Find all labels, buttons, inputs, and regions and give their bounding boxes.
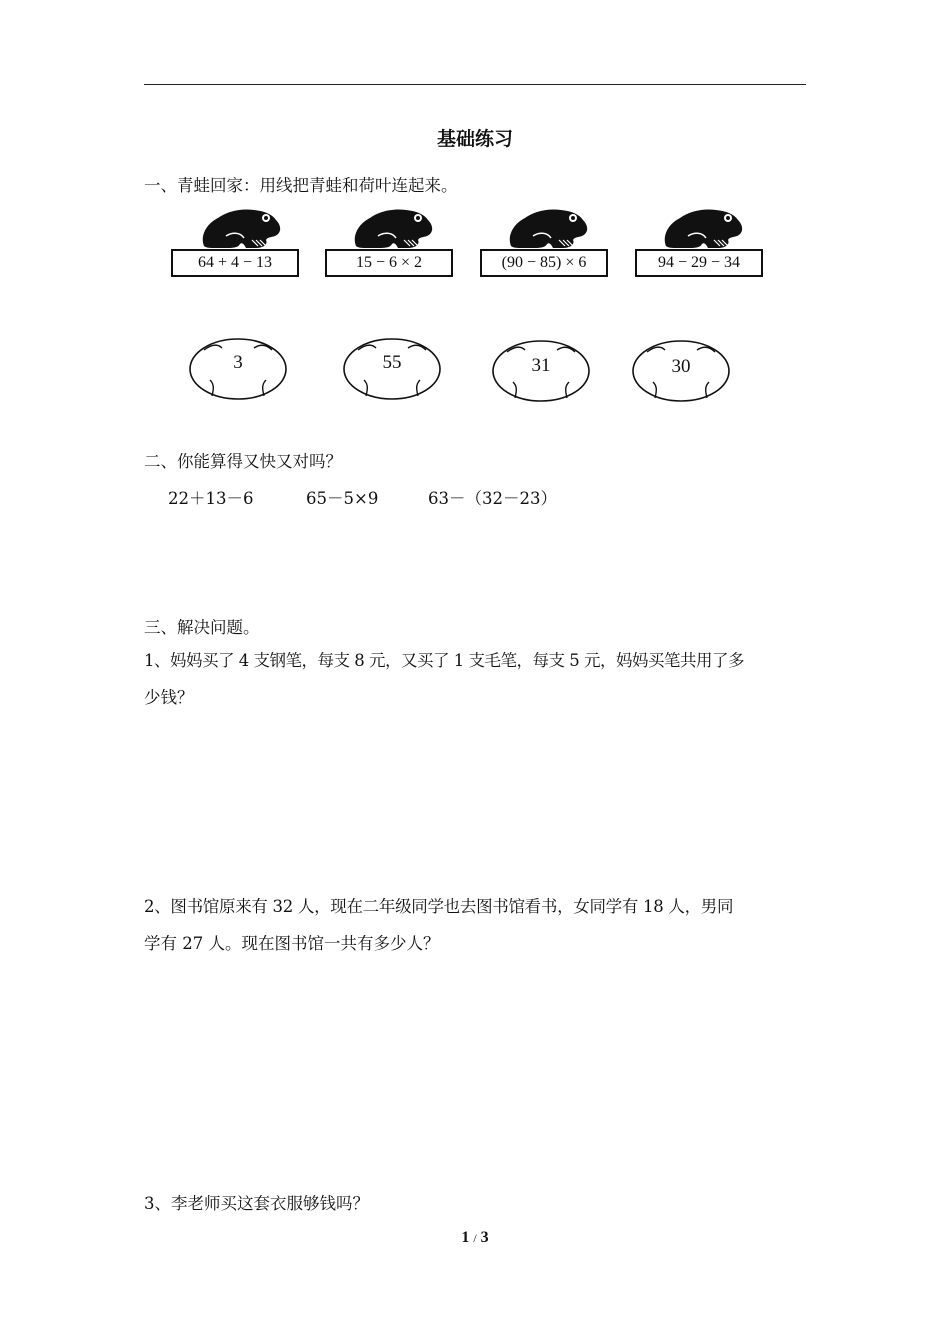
expression-box: 15 − 6 × 2 (325, 249, 453, 277)
page-current: 1 (461, 1229, 470, 1246)
lily-pad-number: 3 (233, 352, 243, 373)
lily-pad-number: 31 (531, 355, 551, 376)
expression-box: 64 + 4 − 13 (171, 249, 299, 277)
frog-icon (196, 206, 286, 250)
page-total: 3 (480, 1229, 489, 1246)
expression-box: 94 − 29 − 34 (635, 249, 763, 277)
arithmetic-problem: 65－5×9 (306, 489, 379, 508)
section3-heading: 三、解决问题。 (144, 618, 260, 637)
section1-heading: 一、青蛙回家：用线把青蛙和荷叶连起来。 (144, 176, 458, 195)
arithmetic-problem: 22＋13－6 (168, 489, 254, 508)
page-number (0, 1229, 950, 1247)
frog-icon (658, 206, 748, 250)
arithmetic-problem: 63－（32－23） (428, 489, 557, 508)
problem-1-line-1: 1、妈妈买了 4 支钢笔，每支 8 元，又买了 1 支毛笔，每支 5 元，妈妈买笔共用了多 (144, 651, 744, 670)
frog-icon (348, 206, 438, 250)
expression-box: (90 − 85) × 6 (480, 249, 608, 277)
problem-1-line-2: 少钱？ (144, 688, 194, 707)
page-separator: / (473, 1231, 477, 1245)
problem-2-line-1: 2、图书馆原来有 32 人，现在二年级同学也去图书馆看书，女同学有 18 人，男同 (144, 897, 734, 916)
section2-heading: 二、你能算得又快又对吗？ (144, 452, 342, 471)
problem-3-line-1: 3、李老师买这套衣服够钱吗？ (144, 1194, 369, 1213)
lily-pad-number: 55 (382, 352, 402, 373)
problem-2-line-2: 学有 27 人。现在图书馆一共有多少人？ (144, 934, 440, 953)
header-rule (144, 84, 806, 85)
frog-icon (503, 206, 593, 250)
page-title: 基础练习 (436, 128, 513, 150)
lily-pad-number: 30 (671, 356, 691, 377)
